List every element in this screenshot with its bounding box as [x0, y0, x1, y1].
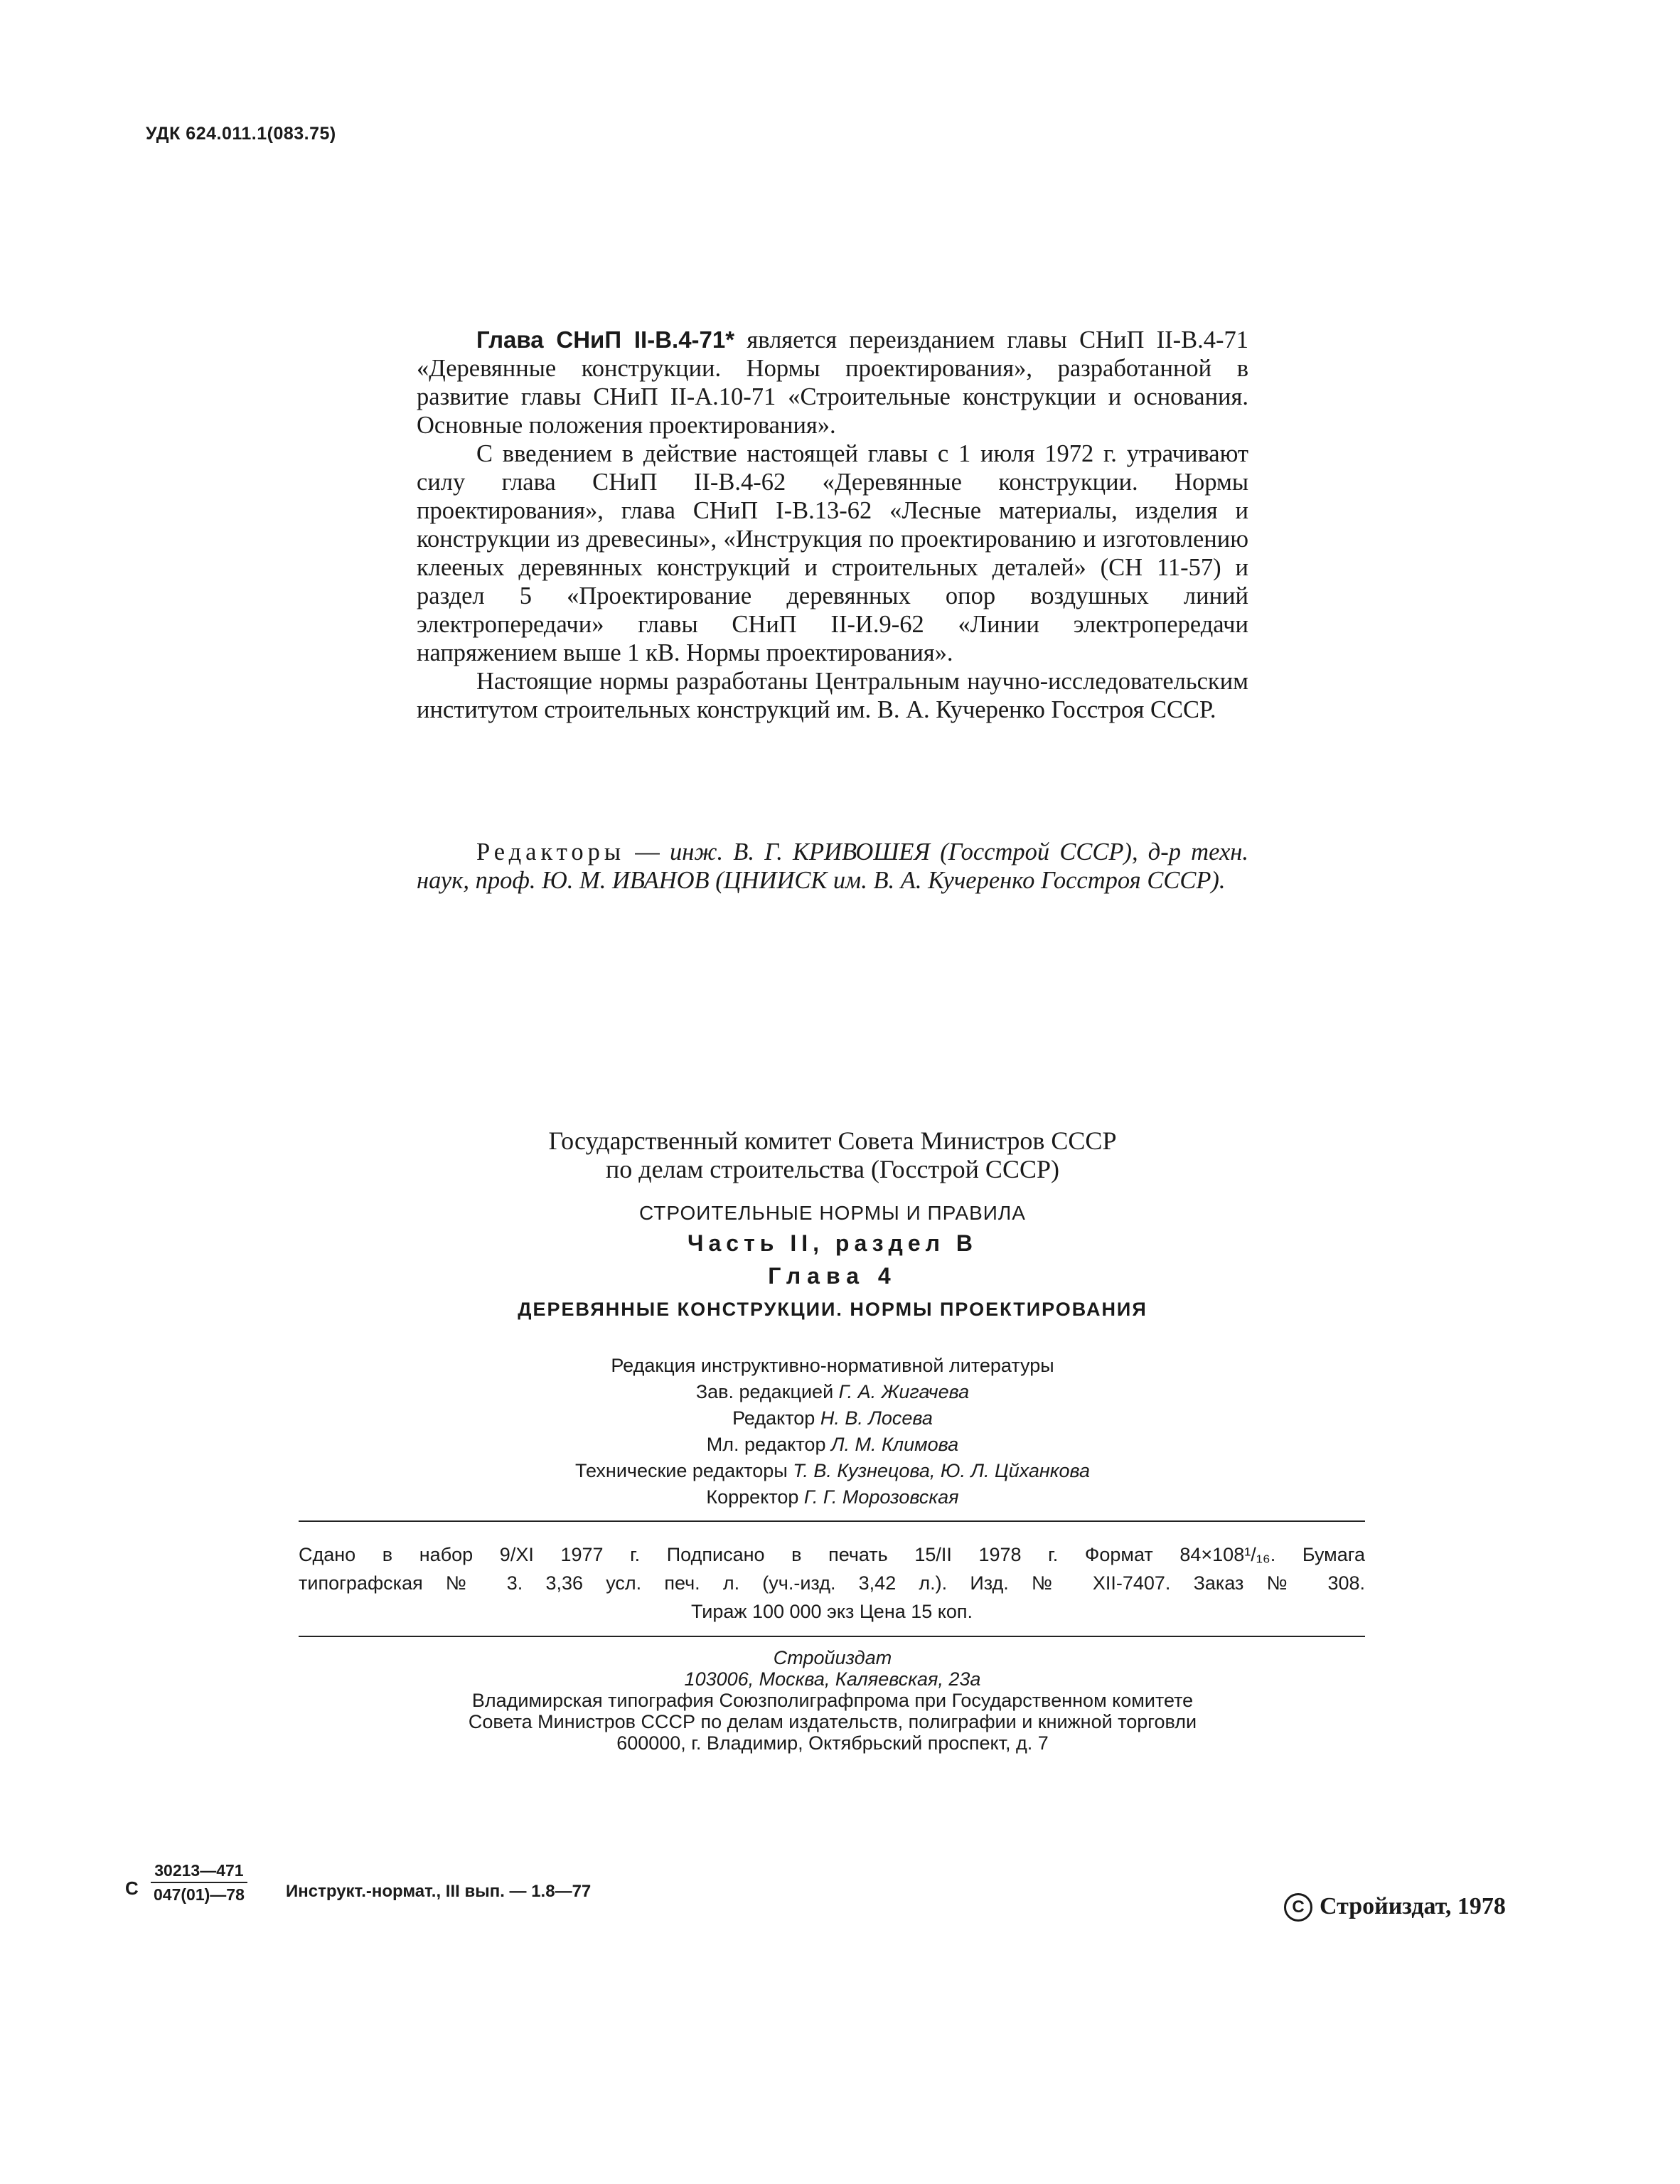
- code-numerator: 30213—471: [151, 1859, 247, 1883]
- staff-proof-label: Корректор: [706, 1486, 804, 1508]
- part-heading: Часть II, раздел В: [687, 1230, 978, 1256]
- staff-junior-name: Л. М. Климова: [830, 1434, 959, 1455]
- imprint-top-rule: [299, 1520, 1365, 1522]
- udk-code: УДК 624.011.1(083.75): [146, 124, 336, 144]
- printer-block: [417, 1690, 1248, 1754]
- plan-note: Инструкт.-нормат., III вып. — 1.8—77: [286, 1882, 592, 1901]
- imprint-bottom-rule: [299, 1636, 1365, 1637]
- editors-label: Редакторы: [476, 838, 626, 865]
- document-title: ДЕРЕВЯННЫЕ КОНСТРУКЦИИ. НОРМЫ ПРОЕКТИРОВАНИЯ: [518, 1299, 1147, 1320]
- imprint-line-2: типографская № 3. 3,36 усл. печ. л. (уч.-изд. 3,42 л.). Изд. № XII-7407. Заказ № 308.: [299, 1572, 1365, 1594]
- intro-paragraph-1: [417, 326, 1248, 440]
- publisher-block: [417, 1647, 1248, 1690]
- printer-line-2: Совета Министров СССР по делам издательств, полиграфии и книжной торговли: [468, 1711, 1197, 1732]
- staff-head-label: Зав. редакцией: [695, 1381, 839, 1402]
- staff-tech-editors: [417, 1458, 1248, 1484]
- staff-editor: [417, 1405, 1248, 1432]
- staff-proof-name: Г. Г. Морозовская: [803, 1486, 959, 1508]
- editors-dash: —: [625, 838, 670, 865]
- staff-head-name: Г. А. Жигачева: [838, 1381, 970, 1402]
- printer-line-1: Владимирская типография Союзполиграфпрома при Государственном комитете: [471, 1690, 1194, 1711]
- publisher-address: 103006, Москва, Каляевская, 23а: [684, 1668, 981, 1690]
- imprint-line-3: Тираж 100 000 экз Цена 15 коп.: [690, 1601, 973, 1622]
- intro-text: [417, 326, 1248, 724]
- copyright-text: Стройиздат, 1978: [1320, 1893, 1506, 1919]
- staff-head: [417, 1379, 1248, 1405]
- intro-paragraph-1-text: является переизданием главы СНиП II-В.4-71 «Деревянные конструкции. Нормы проектирования», разработанной в развитие главы СНиП II-А.10-71 «Строительные конструкции и основания. Основные положения проектирования».: [417, 326, 1248, 439]
- staff-editor-label: Редактор: [732, 1407, 820, 1429]
- staff-junior-label: Мл. редактор: [706, 1434, 831, 1455]
- imprint-block: [299, 1540, 1365, 1626]
- imprint-line-1: Сдано в набор 9/XI 1977 г. Подписано в печать 15/II 1978 г. Формат 84×108¹/₁₆. Бумага: [299, 1544, 1365, 1565]
- editorial-staff: [417, 1353, 1248, 1511]
- copyright: [1284, 1893, 1506, 1922]
- intro-paragraph-3: Настоящие нормы разработаны Центральным научно-исследовательским институтом строительных конструкций им. В. А. Кучеренко Госстроя СССР.: [417, 668, 1248, 723]
- chapter-heading: Глава 4: [768, 1263, 897, 1289]
- committee-line-2: по делам строительства (Госстрой СССР): [606, 1155, 1059, 1183]
- printer-line-3: 600000, г. Владимир, Октябрьский проспект, д. 7: [616, 1732, 1049, 1754]
- staff-junior-editor: [417, 1432, 1248, 1458]
- committee-line-1: Государственный комитет Совета Министров СССР: [548, 1126, 1117, 1155]
- committee-heading: [417, 1126, 1248, 1183]
- staff-office: Редакция инструктивно-нормативной литературы: [611, 1355, 1054, 1376]
- copyright-icon: С: [1284, 1893, 1312, 1922]
- staff-editor-name: Н. В. Лосева: [820, 1407, 933, 1429]
- intro-paragraph-2: С введением в действие настоящей главы с 1 июля 1972 г. утрачивают силу глава СНиП II-В.4-62 «Деревянные конструкции. Нормы проектирования», глава СНиП I-В.13-62 «Лесные материалы, изделия и конструкции из древесины», «Инструкция по проектированию и изготовлению клееных деревянных конструкций и строительных деталей» (СН 11-57) и раздел 5 «Проектирование деревянных опор воздушных линий электропередачи» главы СНиП II-И.9-62 «Линии электропередачи напряжением выше 1 кВ. Нормы проектирования».: [417, 440, 1248, 666]
- publication-code: [151, 1859, 247, 1906]
- code-denominator: 047(01)—78: [154, 1885, 245, 1904]
- code-prefix: С: [125, 1877, 139, 1899]
- staff-proofreader: [417, 1484, 1248, 1511]
- editors-names: инж. В. Г. КРИВОШЕЯ (Госстрой СССР), д-р техн. наук, проф. Ю. М. ИВАНОВ (ЦНИИСК им. В. А. Кучеренко Госстроя СССР).: [417, 838, 1249, 894]
- publisher-name: Стройиздат: [773, 1647, 892, 1668]
- editors-block: [417, 838, 1248, 895]
- staff-tech-names: Т. В. Кузнецова, Ю. Л. Цйханкова: [793, 1460, 1090, 1481]
- chapter-reference: Глава СНиП II-В.4-71*: [476, 326, 735, 353]
- staff-tech-label: Технические редакторы: [575, 1460, 793, 1481]
- norms-title: СТРОИТЕЛЬНЫЕ НОРМЫ И ПРАВИЛА: [639, 1202, 1026, 1224]
